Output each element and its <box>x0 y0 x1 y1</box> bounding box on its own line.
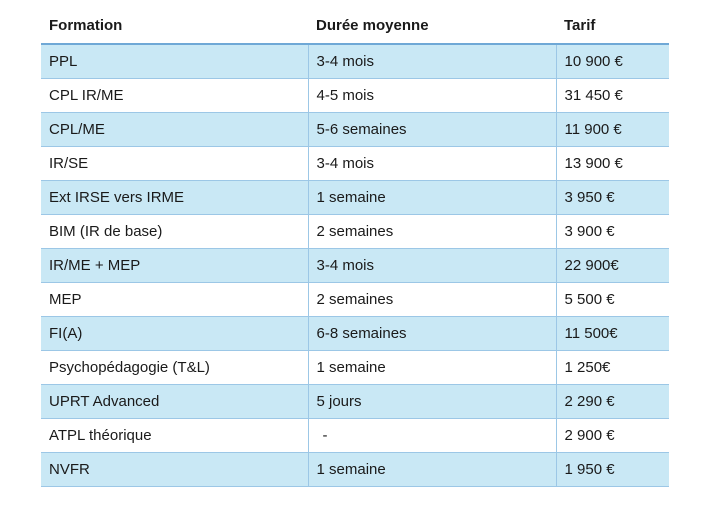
cell-tarif: 10 900 € <box>556 44 669 79</box>
cell-tarif: 2 290 € <box>556 385 669 419</box>
cell-formation: MEP <box>41 283 308 317</box>
pricing-table <box>41 8 669 487</box>
cell-tarif: 5 500 € <box>556 283 669 317</box>
cell-tarif: 11 900 € <box>556 113 669 147</box>
table-row <box>41 351 669 385</box>
cell-tarif: 31 450 € <box>556 79 669 113</box>
cell-duree: 2 semaines <box>308 283 556 317</box>
cell-duree: 5-6 semaines <box>308 113 556 147</box>
table-row <box>41 283 669 317</box>
cell-tarif: 2 900 € <box>556 419 669 453</box>
cell-tarif: 1 950 € <box>556 453 669 487</box>
cell-formation: CPL/ME <box>41 113 308 147</box>
cell-tarif: 1 250€ <box>556 351 669 385</box>
header-tarif: Tarif <box>556 8 669 44</box>
cell-formation: IR/ME + MEP <box>41 249 308 283</box>
cell-duree: 3-4 mois <box>308 249 556 283</box>
table-row <box>41 215 669 249</box>
cell-duree: 1 semaine <box>308 351 556 385</box>
cell-formation: BIM (IR de base) <box>41 215 308 249</box>
cell-formation: PPL <box>41 44 308 79</box>
cell-formation: UPRT Advanced <box>41 385 308 419</box>
cell-duree: 5 jours <box>308 385 556 419</box>
cell-duree: - <box>308 419 556 453</box>
table-row <box>41 317 669 351</box>
table-row <box>41 385 669 419</box>
cell-formation: ATPL théorique <box>41 419 308 453</box>
cell-formation: Psychopédagogie (T&L) <box>41 351 308 385</box>
cell-formation: NVFR <box>41 453 308 487</box>
table-row <box>41 79 669 113</box>
cell-tarif: 22 900€ <box>556 249 669 283</box>
cell-tarif: 3 950 € <box>556 181 669 215</box>
cell-formation: FI(A) <box>41 317 308 351</box>
cell-tarif: 11 500€ <box>556 317 669 351</box>
header-duree-moyenne: Durée moyenne <box>308 8 556 44</box>
cell-formation: IR/SE <box>41 147 308 181</box>
table-row <box>41 147 669 181</box>
table-row <box>41 113 669 147</box>
table-header-row <box>41 8 669 44</box>
cell-formation: CPL IR/ME <box>41 79 308 113</box>
cell-duree: 4-5 mois <box>308 79 556 113</box>
table-row <box>41 181 669 215</box>
cell-duree: 1 semaine <box>308 453 556 487</box>
header-formation: Formation <box>41 8 308 44</box>
table-row <box>41 44 669 79</box>
table-row <box>41 419 669 453</box>
table-row <box>41 453 669 487</box>
cell-duree: 3-4 mois <box>308 147 556 181</box>
cell-duree: 2 semaines <box>308 215 556 249</box>
table-row <box>41 249 669 283</box>
cell-duree: 6-8 semaines <box>308 317 556 351</box>
cell-tarif: 13 900 € <box>556 147 669 181</box>
cell-tarif: 3 900 € <box>556 215 669 249</box>
cell-duree: 3-4 mois <box>308 44 556 79</box>
cell-duree: 1 semaine <box>308 181 556 215</box>
cell-formation: Ext IRSE vers IRME <box>41 181 308 215</box>
